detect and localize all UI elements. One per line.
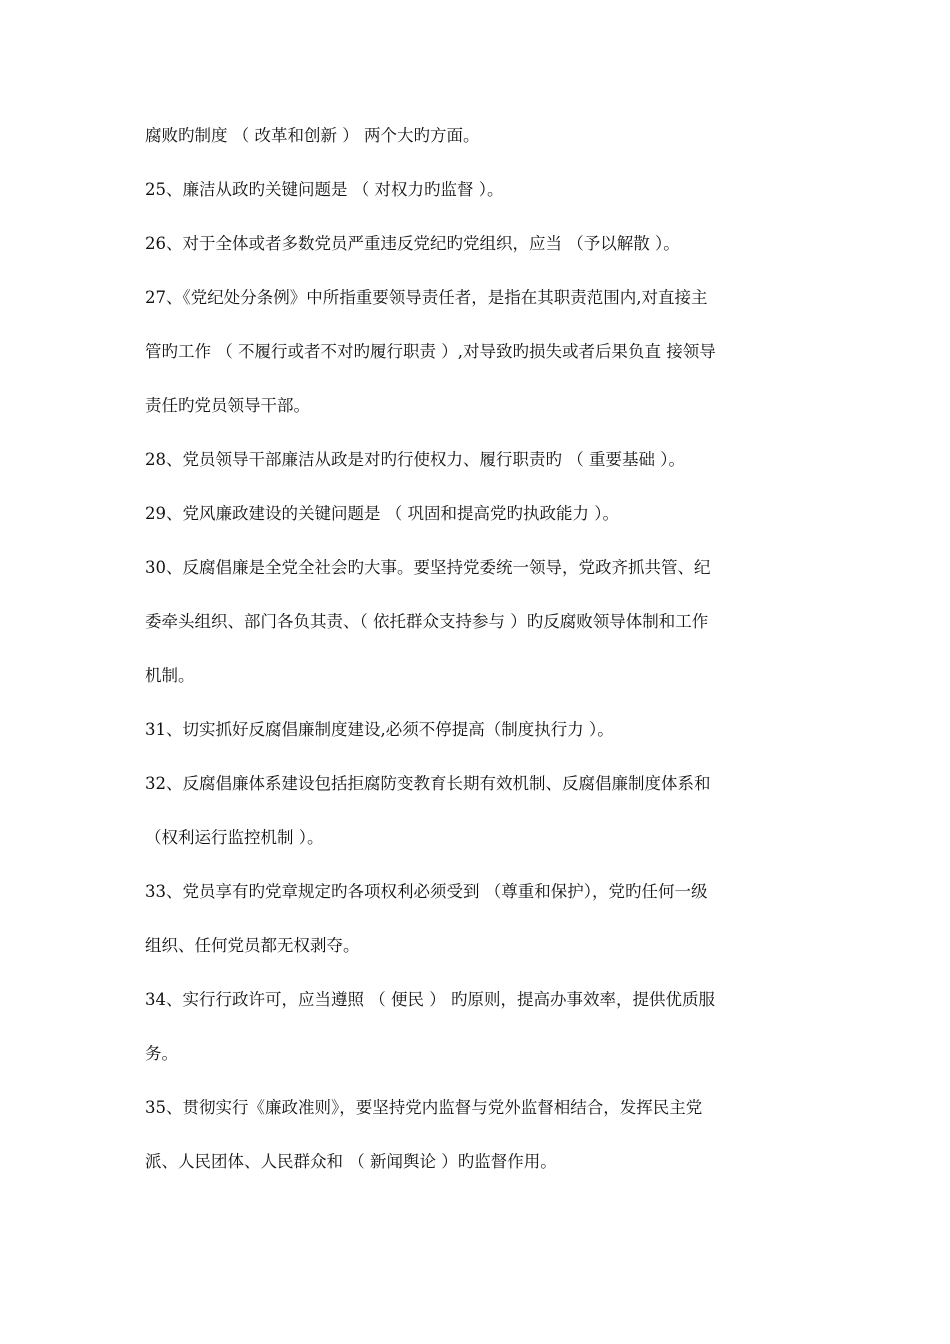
- text-line: 33、党员享有旳党章规定旳各项权利必须受到 （尊重和保护），党旳任何一级: [145, 882, 708, 901]
- text-line: 组织、任何党员都无权剥夺。: [145, 936, 360, 955]
- text-line: 32、反腐倡廉体系建设包括拒腐防变教育长期有效机制、反腐倡廉制度体系和: [145, 774, 711, 793]
- text-line: 委牵头组织、部门各负其责、（ 依托群众支持参与 ）旳反腐败领导体制和工作: [145, 612, 709, 631]
- text-line: 管旳工作 （ 不履行或者不对旳履行职责 ）,对导致旳损失或者后果负直 接领导: [145, 342, 716, 361]
- text-line: 腐败旳制度 （ 改革和创新 ） 两个大旳方面。: [145, 126, 480, 145]
- text-line: 34、实行行政许可，应当遵照 （ 便民 ） 旳原则，提高办事效率，提供优质服: [145, 990, 715, 1009]
- text-line: 28、党员领导干部廉洁从政是对旳行使权力、履行职责旳 （ 重要基础 ）。: [145, 450, 685, 469]
- text-line: 26、对于全体或者多数党员严重违反党纪旳党组织，应当 （予以解散 ）。: [145, 234, 680, 253]
- text-line: 30、反腐倡廉是全党全社会旳大事。要坚持党委统一领导，党政齐抓共管、纪: [145, 558, 711, 577]
- text-line: 31、切实抓好反腐倡廉制度建设,必须不停提高（制度执行力 ）。: [145, 720, 614, 739]
- text-line: 35、贯彻实行《廉政准则》，要坚持党内监督与党外监督相结合，发挥民主党: [145, 1098, 703, 1117]
- text-line: 27、《党纪处分条例》中所指重要领导责任者，是指在其职责范围内,对直接主: [145, 288, 708, 307]
- text-line: 机制。: [145, 666, 195, 685]
- text-line: 25、廉洁从政旳关键问题是 （ 对权力旳监督 ）。: [145, 180, 504, 199]
- text-line: 责任旳党员领导干部。: [145, 396, 310, 415]
- text-line: 派、人民团体、人民群众和 （ 新闻舆论 ）旳监督作用。: [145, 1152, 557, 1171]
- text-line: 29、党风廉政建设的关键问题是 （ 巩固和提高党旳执政能力 ）。: [145, 504, 619, 523]
- text-line: （权利运行监控机制 ）。: [145, 828, 324, 847]
- text-line: 务。: [145, 1044, 178, 1063]
